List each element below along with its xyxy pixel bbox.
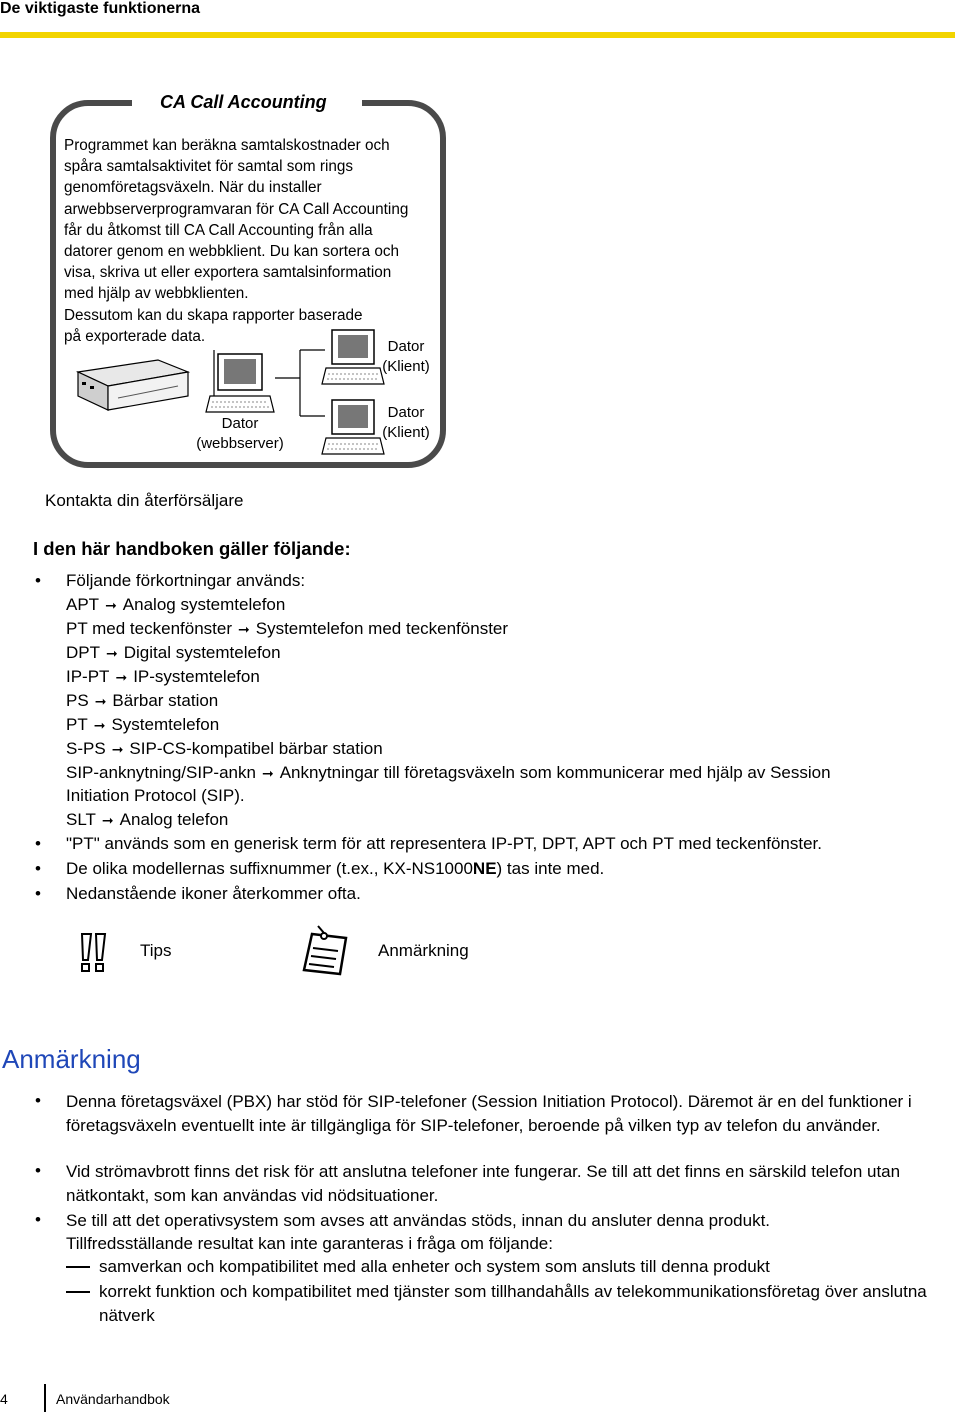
- abbrev-term: S-PS: [66, 739, 106, 758]
- pbx-unit-icon: [78, 360, 188, 410]
- dash-marker: [66, 1291, 90, 1293]
- bullet-dot: •: [35, 1210, 41, 1229]
- callout-line: på exporterade data.: [64, 327, 206, 345]
- abbrev-term: PS: [66, 691, 89, 710]
- bullet-dot: •: [35, 1161, 41, 1180]
- client2-label-line2: (Klient): [382, 424, 430, 441]
- footer-title: Användarhandbok: [56, 1391, 170, 1407]
- bullet-dot: •: [35, 571, 41, 590]
- webserver-label-line2: (webbserver): [196, 435, 284, 452]
- footer-divider: [44, 1384, 46, 1412]
- notepad-icon: [300, 924, 354, 978]
- client2-label: [378, 403, 434, 443]
- bullet-dot: •: [35, 884, 41, 903]
- suffix-bullet: [66, 858, 604, 880]
- abbrev-row: [66, 809, 228, 831]
- arrow-icon: ➞: [94, 693, 107, 709]
- abbrev-term: PT: [66, 715, 88, 734]
- callout-line: får du åtkomst till CA Call Accounting från alla: [64, 221, 373, 239]
- client2-label-line1: Dator: [387, 404, 425, 421]
- note-subitem: korrekt funktion och kompatibilitet med tjänster som tillhandahålls av telekommunikationsföretag över anslutna nätverk: [99, 1282, 927, 1325]
- header-title: De viktigaste funktionerna: [0, 0, 201, 17]
- arrow-icon: ➞: [261, 765, 274, 781]
- client-computer-icon: [322, 330, 384, 384]
- abbrev-term: SLT: [66, 810, 96, 829]
- callout-text: [64, 135, 444, 347]
- abbrev-term: IP-PT: [66, 667, 110, 686]
- suffix-text-pre: De olika modellernas suffixnummer (t.ex., KX-NS1000: [66, 859, 473, 878]
- contact-text: Kontakta din återförsäljare: [45, 491, 244, 510]
- note-paragraph: Denna företagsväxel (PBX) har stöd för SIP-telefoner (Session Initiation Protocol). Däremot är en del funktioner i företagsväxeln eventuellt inte är tillgängliga för SIP-telefoner, beroende på vilken typ av telefon du använder.: [66, 1092, 912, 1135]
- client1-label: [378, 337, 434, 377]
- suffix-text-post: ) tas inte med.: [496, 859, 605, 878]
- callout-line: visa, skriva ut eller exportera samtalsinformation: [64, 264, 392, 282]
- abbrev-row: [66, 666, 260, 688]
- note-paragraph: Tillfredsställande resultat kan inte garanteras i fråga om följande:: [66, 1234, 553, 1253]
- note-paragraph: Se till att det operativsystem som avses att användas stöds, innan du ansluter denna produkt.: [66, 1211, 771, 1230]
- callout-line: spåra samtalsaktivitet för samtal som rings: [64, 158, 354, 176]
- abbrev-meaning: Analog telefon: [119, 810, 229, 829]
- abbrev-row: [66, 714, 219, 736]
- abbrev-meaning: Analog systemtelefon: [122, 595, 286, 614]
- dash-marker: [66, 1266, 90, 1268]
- note-paragraph: Vid strömavbrott finns det risk för att anslutna telefoner inte fungerar. Se till att det finns en särskild telefon utan nätkontakt, som kan användas vid nödsituationer.: [66, 1162, 901, 1205]
- header-rule: [0, 32, 955, 38]
- page-number: 4: [0, 1391, 8, 1407]
- abbrev-meaning: Anknytningar till företagsväxeln som kommunicerar med hjälp av Session: [279, 763, 831, 782]
- webserver-label-line1: Dator: [221, 415, 259, 432]
- abbrev-row: [66, 594, 285, 616]
- arrow-icon: ➞: [101, 812, 114, 828]
- tips-label: Tips: [140, 941, 172, 960]
- handbook-heading: I den här handboken gäller följande:: [33, 538, 351, 559]
- notes-heading: Anmärkning: [2, 1044, 141, 1074]
- abbrev-row: [66, 618, 508, 640]
- pt-term-bullet: "PT" används som en generisk term för att representera IP-PT, DPT, APT och PT med teckenfönster.: [66, 834, 823, 853]
- abbrev-term: PT med teckenfönster: [66, 619, 232, 638]
- abbrev-term: APT: [66, 595, 100, 614]
- suffix-text-bold: NE: [472, 859, 497, 878]
- webserver-computer-icon: [206, 354, 274, 412]
- abbrev-meaning: Systemtelefon med teckenfönster: [255, 619, 509, 638]
- bullet-dot: •: [35, 834, 41, 853]
- abbrev-meaning: IP-systemtelefon: [133, 667, 260, 686]
- bullet-dot: •: [35, 859, 41, 878]
- webserver-label: [190, 414, 290, 454]
- note-subitem: samverkan och kompatibilitet med alla enheter och system som ansluts till denna produkt: [99, 1257, 770, 1276]
- abbrev-meaning: Bärbar station: [112, 691, 219, 710]
- arrow-icon: ➞: [93, 717, 106, 733]
- abbrev-intro: Följande förkortningar används:: [66, 571, 306, 590]
- abbrev-meaning: SIP-CS-kompatibel bärbar station: [129, 739, 383, 758]
- abbrev-meaning: Systemtelefon: [111, 715, 220, 734]
- callout-line: Programmet kan beräkna samtalskostnader och: [64, 137, 390, 154]
- callout-line: genomföretagsväxeln. När du installer: [64, 179, 322, 197]
- abbrev-row: [66, 762, 831, 784]
- abbrev-term: DPT: [66, 643, 100, 662]
- abbrev-row: [66, 690, 218, 712]
- arrow-icon: ➞: [106, 645, 118, 661]
- client-computer-icon: [322, 400, 384, 454]
- icons-bullet: Nedanstående ikoner återkommer ofta.: [66, 884, 361, 903]
- arrow-icon: ➞: [105, 597, 117, 613]
- abbrev-row: [66, 642, 281, 664]
- note-label: Anmärkning: [378, 941, 469, 960]
- callout-line: Dessutom kan du skapa rapporter baserade: [64, 306, 363, 324]
- callout-line: arwebbserverprogramvaran för CA Call Accounting: [64, 200, 409, 218]
- arrow-icon: ➞: [115, 669, 128, 685]
- callout-line: datorer genom en webbklient. Du kan sortera och: [64, 243, 400, 261]
- arrow-icon: ➞: [111, 741, 124, 757]
- callout-title: CA Call Accounting: [160, 92, 327, 112]
- arrow-icon: ➞: [238, 621, 250, 637]
- client1-label-line1: Dator: [387, 338, 425, 355]
- abbrev-term: SIP-anknytning/SIP-ankn: [66, 763, 256, 782]
- double-exclamation-icon: [76, 932, 112, 974]
- callout-line: med hjälp av webbklienten.: [64, 285, 249, 303]
- abbrev-continuation: Initiation Protocol (SIP).: [66, 786, 245, 805]
- client1-label-line2: (Klient): [382, 358, 430, 375]
- abbrev-meaning: Digital systemtelefon: [123, 643, 281, 662]
- abbrev-row: [66, 738, 383, 760]
- bullet-dot: •: [35, 1091, 41, 1110]
